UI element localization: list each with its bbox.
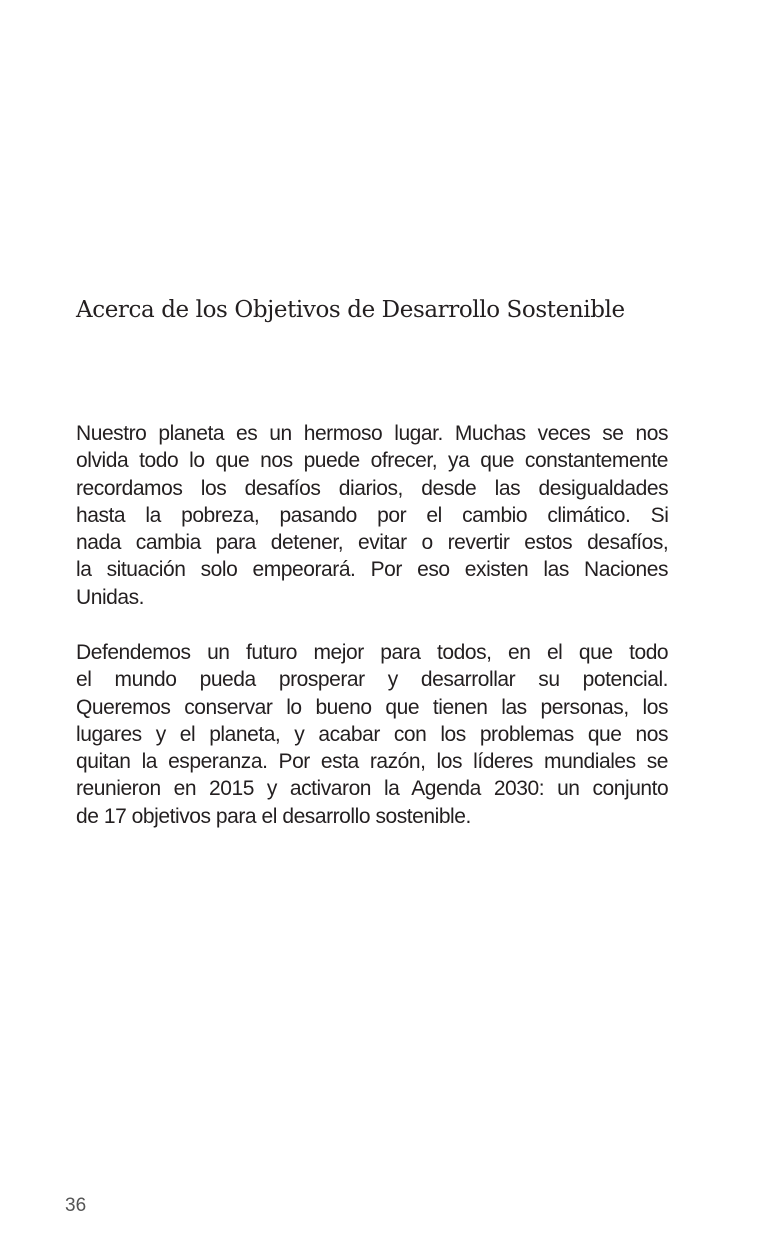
- paragraph-line: el mundo pueda prosperar y desarrollar su potencial.: [76, 668, 669, 692]
- paragraph-line: Nuestro planeta es un hermoso lugar. Muchas veces se nos: [76, 422, 668, 445]
- paragraph-line: Unidas.: [76, 585, 145, 609]
- paragraph-line: reunieron en 2015 y activaron la Agenda 2030: un conjunto: [76, 777, 669, 801]
- paragraph-1: [76, 420, 668, 611]
- section-heading: Acerca de los Objetivos de Desarrollo Sostenible: [76, 297, 625, 323]
- paragraph-line: Queremos conservar lo bueno que tienen las personas, los: [76, 695, 668, 719]
- paragraph-line: nada cambia para detener, evitar o revertir estos desafíos,: [76, 531, 669, 555]
- paragraph-line: quitan la esperanza. Por esta razón, los líderes mundiales se: [76, 750, 669, 774]
- paragraph-line: olvida todo lo que nos puede ofrecer, ya que constantemente: [76, 449, 669, 473]
- paragraph-line: de 17 objetivos para el desarrollo sostenible.: [76, 804, 471, 828]
- page-number: 36: [65, 1195, 87, 1216]
- paragraph-line: recordamos los desafíos diarios, desde las desigualdades: [76, 476, 669, 500]
- paragraph-line: la situación solo empeorará. Por eso existen las Naciones: [76, 558, 668, 582]
- paragraph-line: lugares y el planeta, y acabar con los problemas que nos: [76, 722, 668, 746]
- paragraph-2: [76, 639, 668, 830]
- paragraph-line: hasta la pobreza, pasando por el cambio climático. Si: [76, 503, 669, 527]
- paragraph-line: Defendemos un futuro mejor para todos, en el que todo: [76, 641, 669, 664]
